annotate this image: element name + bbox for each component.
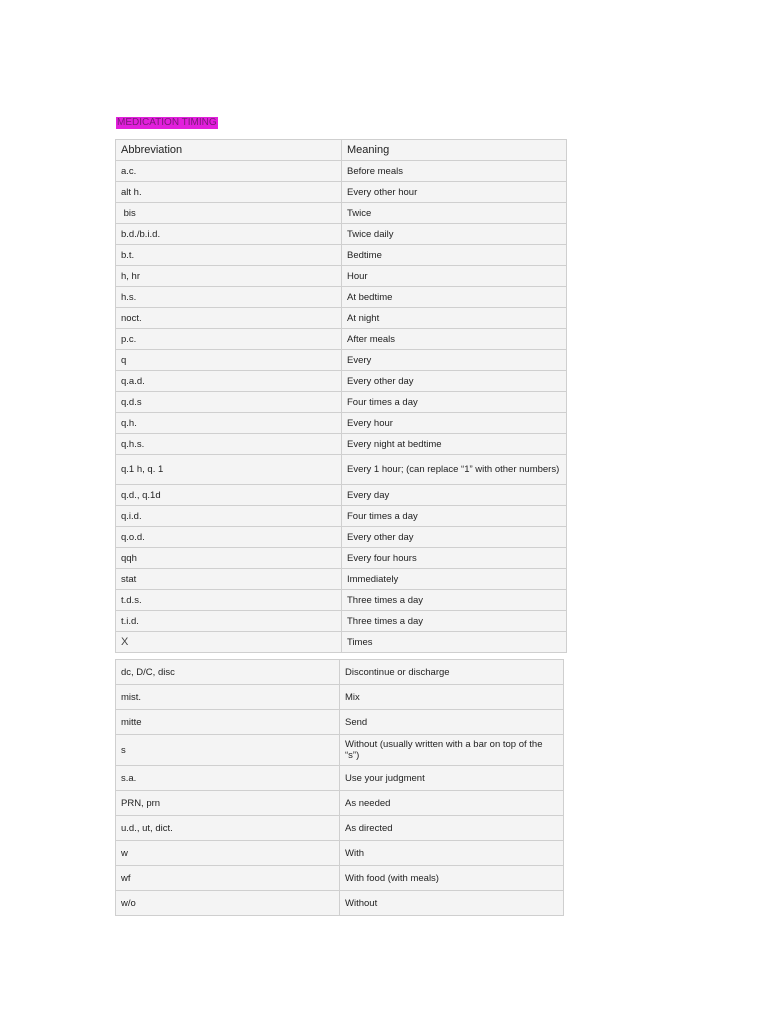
- meaning-cell: Every four hours: [342, 548, 567, 569]
- table-row: [116, 891, 564, 916]
- abbreviation-cell: dc, D/C, disc: [116, 660, 340, 685]
- table-row: [116, 308, 567, 329]
- meaning-cell: Every 1 hour; (can replace “1” with other numbers): [342, 455, 567, 485]
- meaning-cell: Every: [342, 350, 567, 371]
- table-row: [116, 527, 567, 548]
- meaning-cell: Four times a day: [342, 392, 567, 413]
- abbreviation-cell: noct.: [116, 308, 342, 329]
- table-row: [116, 841, 564, 866]
- meaning-cell: Discontinue or discharge: [340, 660, 564, 685]
- abbreviation-cell: PRN, prn: [116, 791, 340, 816]
- meaning-cell: With: [340, 841, 564, 866]
- table-row: [116, 455, 567, 485]
- table-row: [116, 548, 567, 569]
- meaning-cell: As directed: [340, 816, 564, 841]
- meaning-cell: Every other hour: [342, 182, 567, 203]
- abbreviation-cell: qqh: [116, 548, 342, 569]
- abbreviation-cell: q.d.s: [116, 392, 342, 413]
- abbreviation-cell: s: [116, 735, 340, 766]
- table-row: [116, 224, 567, 245]
- abbreviation-cell: h, hr: [116, 266, 342, 287]
- meaning-cell: Three times a day: [342, 611, 567, 632]
- table-row: [116, 203, 567, 224]
- abbreviation-cell: X: [116, 632, 342, 653]
- table-header-row: [116, 140, 567, 161]
- meaning-cell: Mix: [340, 685, 564, 710]
- table-row: [116, 413, 567, 434]
- abbreviation-cell: q.i.d.: [116, 506, 342, 527]
- meaning-cell: Send: [340, 710, 564, 735]
- abbreviation-cell: alt h.: [116, 182, 342, 203]
- abbreviation-cell: q.1 h, q. 1: [116, 455, 342, 485]
- table-row: [116, 182, 567, 203]
- section-heading: MEDICATION TIMING: [117, 117, 217, 128]
- meaning-cell: Hour: [342, 266, 567, 287]
- table-row: [116, 710, 564, 735]
- abbreviation-cell: mist.: [116, 685, 340, 710]
- abbreviation-cell: h.s.: [116, 287, 342, 308]
- meaning-cell: At bedtime: [342, 287, 567, 308]
- meaning-cell: Twice: [342, 203, 567, 224]
- meaning-cell: Four times a day: [342, 506, 567, 527]
- table-row: [116, 611, 567, 632]
- table-row: [116, 766, 564, 791]
- table-row: [116, 632, 567, 653]
- meaning-cell: Without (usually written with a bar on top of the “s”): [340, 735, 564, 766]
- abbreviation-cell: s.a.: [116, 766, 340, 791]
- meaning-cell: Before meals: [342, 161, 567, 182]
- meaning-cell: Immediately: [342, 569, 567, 590]
- abbreviation-cell: mitte: [116, 710, 340, 735]
- meaning-cell: Every hour: [342, 413, 567, 434]
- abbreviation-cell: q.h.: [116, 413, 342, 434]
- abbreviation-cell: w: [116, 841, 340, 866]
- meaning-cell: Every other day: [342, 371, 567, 392]
- abbreviation-cell: b.d./b.i.d.: [116, 224, 342, 245]
- meaning-cell: Twice daily: [342, 224, 567, 245]
- meaning-cell: At night: [342, 308, 567, 329]
- table-row: [116, 590, 567, 611]
- table-row: [116, 660, 564, 685]
- table-row: [116, 816, 564, 841]
- meaning-cell: Every day: [342, 485, 567, 506]
- table-row: [116, 485, 567, 506]
- medication-instructions-table: [115, 659, 564, 916]
- medication-timing-table: [115, 139, 567, 653]
- meaning-cell: Every other day: [342, 527, 567, 548]
- table-row: [116, 245, 567, 266]
- table-row: [116, 735, 564, 766]
- table-row: [116, 434, 567, 455]
- table-row: [116, 506, 567, 527]
- meaning-cell: Bedtime: [342, 245, 567, 266]
- table-row: [116, 866, 564, 891]
- abbreviation-cell: t.d.s.: [116, 590, 342, 611]
- abbreviation-cell: q: [116, 350, 342, 371]
- abbreviation-cell: q.d., q.1d: [116, 485, 342, 506]
- meaning-cell: Three times a day: [342, 590, 567, 611]
- table-row: [116, 371, 567, 392]
- abbreviation-cell: p.c.: [116, 329, 342, 350]
- table-row: [116, 329, 567, 350]
- abbreviation-cell: q.o.d.: [116, 527, 342, 548]
- table-row: [116, 350, 567, 371]
- abbreviation-header: Abbreviation: [116, 140, 342, 161]
- abbreviation-cell: q.h.s.: [116, 434, 342, 455]
- abbreviation-cell: b.t.: [116, 245, 342, 266]
- meaning-cell: Use your judgment: [340, 766, 564, 791]
- table-row: [116, 287, 567, 308]
- meaning-cell: Every night at bedtime: [342, 434, 567, 455]
- abbreviation-cell: q.a.d.: [116, 371, 342, 392]
- abbreviation-cell: wf: [116, 866, 340, 891]
- meaning-cell: With food (with meals): [340, 866, 564, 891]
- table-row: [116, 685, 564, 710]
- table-row: [116, 791, 564, 816]
- meaning-cell: As needed: [340, 791, 564, 816]
- abbreviation-cell: t.i.d.: [116, 611, 342, 632]
- abbreviation-cell: bis: [116, 203, 342, 224]
- abbreviation-cell: stat: [116, 569, 342, 590]
- table-row: [116, 569, 567, 590]
- table-row: [116, 161, 567, 182]
- table-row: [116, 266, 567, 287]
- table-row: [116, 392, 567, 413]
- meaning-cell: After meals: [342, 329, 567, 350]
- abbreviation-cell: a.c.: [116, 161, 342, 182]
- abbreviation-cell: u.d., ut, dict.: [116, 816, 340, 841]
- meaning-cell: Without: [340, 891, 564, 916]
- abbreviation-cell: w/o: [116, 891, 340, 916]
- meaning-header: Meaning: [342, 140, 567, 161]
- meaning-cell: Times: [342, 632, 567, 653]
